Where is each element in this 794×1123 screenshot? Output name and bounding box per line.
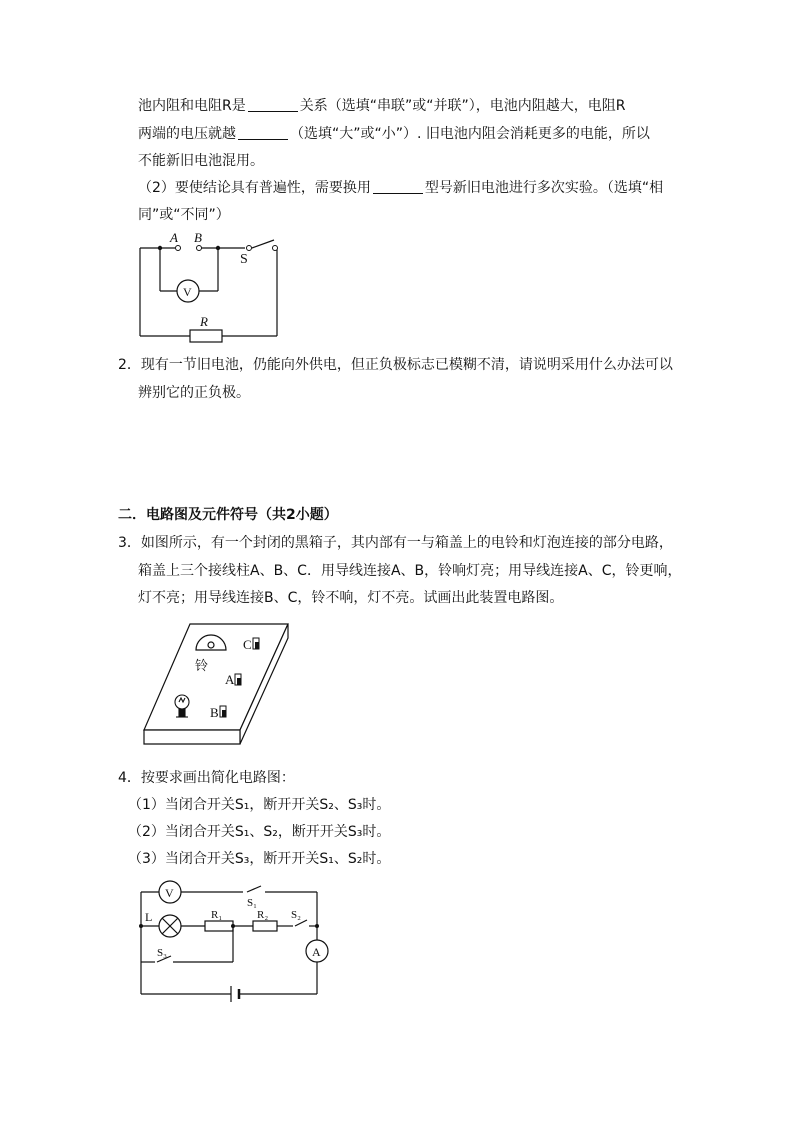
q3-line-3: 灯不亮；用导线连接B、C，铃不响，灯不亮。试画出此装置电路图。 (138, 590, 564, 606)
q1-line-2 (138, 124, 650, 144)
q1-line-4 (138, 178, 663, 198)
q1-text: 型号新旧电池进行多次实验。（选填“相 (424, 180, 664, 196)
bell-label: 铃 (195, 659, 209, 674)
switch-s1-label: S₁ (247, 897, 257, 909)
switch-s3-label: S₃ (157, 947, 167, 959)
lamp-label: L (145, 910, 153, 924)
q1-text: （选填“大”或“小”）. 旧电池内阻会消耗更多的电能，所以 (290, 126, 650, 142)
q1-text: 池内阻和电阻R是 (138, 98, 246, 114)
q4-condition-1: （1）当闭合开关S₁，断开开关S₂、S₃时。 (128, 797, 391, 813)
q4-circuit-figure (135, 878, 335, 1003)
voltmeter-label: V (183, 285, 192, 299)
q1-line-3: 不能新旧电池混用。 (138, 153, 264, 169)
q1-line-1 (138, 96, 625, 116)
resistor-r-label: R (200, 314, 208, 329)
q2-line-1: 2．现有一节旧电池，仍能向外供电，但正负极标志已模糊不清，请说明采用什么办法可以 (118, 357, 673, 373)
ammeter-label: A (312, 945, 321, 959)
section-heading: 二．电路图及元件符号（共2小题） (118, 507, 338, 523)
terminal-a-label: A (170, 230, 178, 245)
terminal-c-label: C (243, 637, 252, 652)
q2-line-2: 辨别它的正负极。 (138, 385, 250, 401)
q3-line-2: 箱盖上三个接线柱A、B、C．用导线连接A、B，铃响灯亮；用导线连接A、C，铃更响， (138, 563, 682, 579)
answer-blank[interactable] (248, 97, 298, 112)
terminal-a-label: A (225, 672, 235, 687)
q4-condition-2: （2）当闭合开关S₁、S₂，断开开关S₃时。 (128, 824, 391, 840)
q1-circuit-figure (130, 228, 290, 343)
answer-blank[interactable] (238, 125, 288, 140)
q1-text: 两端的电压就越 (138, 126, 236, 142)
q1-text: （2）要使结论具有普遍性，需要换用 (138, 180, 371, 196)
answer-blank[interactable] (373, 179, 423, 194)
q1-line-5: 同”或“不同”） (138, 207, 230, 223)
q4-line-1: 4．按要求画出简化电路图： (118, 770, 295, 786)
terminal-b-label: B (210, 705, 219, 720)
q3-line-1: 3．如图所示，有一个封闭的黑箱子，其内部有一与箱盖上的电铃和灯泡连接的部分电路， (118, 535, 673, 551)
black-box-figure (140, 620, 300, 750)
voltmeter-label: V (165, 886, 174, 900)
resistor-r2-label: R₂ (257, 909, 269, 921)
terminal-b-label: B (194, 230, 202, 245)
q1-text: 关系（选填“串联”或“并联”），电池内阻越大，电阻R (299, 98, 626, 114)
q4-condition-3: （3）当闭合开关S₃，断开开关S₁、S₂时。 (128, 851, 391, 867)
resistor-r1-label: R₁ (211, 909, 223, 921)
switch-s2-label: S₂ (291, 909, 301, 921)
switch-s-label: S (240, 252, 248, 267)
